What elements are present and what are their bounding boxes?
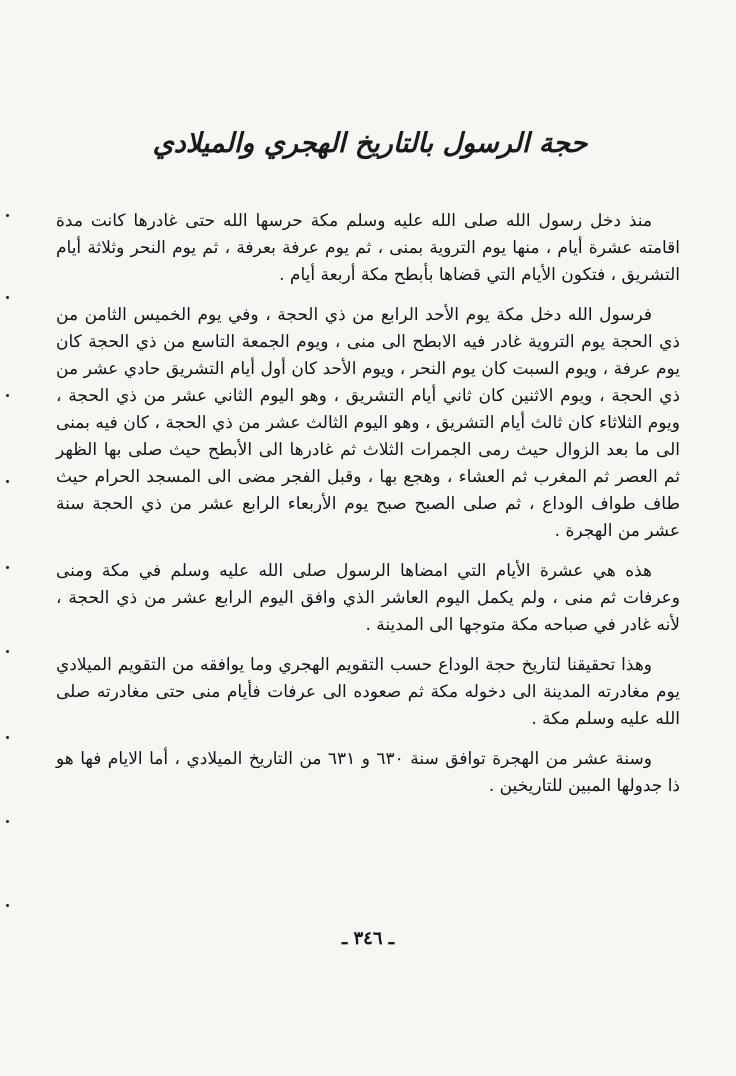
margin-mark	[6, 650, 9, 653]
margin-mark	[6, 296, 9, 299]
page-title: حجة الرسول بالتاريخ الهجري والميلادي	[152, 128, 588, 159]
margin-mark	[6, 214, 9, 217]
margin-mark	[6, 736, 9, 739]
body-text	[56, 208, 680, 813]
paragraph-5: وسنة عشر من الهجرة توافق سنة ٦٣٠ و ٦٣١ من التاريخ الميلادي ، أما الايام فها هو ذا جدولها المبين للتاريخين .	[56, 749, 680, 796]
margin-mark	[6, 820, 9, 823]
paragraph-1: منذ دخل رسول الله صلى الله عليه وسلم مكة حرسها الله حتى غادرها كانت مدة اقامته عشرة أيام ، منها يوم التروية بمنى ، ثم يوم عرفة بعرفة ، ثم يوم النحر وثلاثة أيام التشريق ، فتكون الأيام التي قضاها بأبطح مكة أربعة أيام .	[56, 211, 680, 285]
paragraph-4: وهذا تحقيقنا لتاريخ حجة الوداع حسب التقويم الهجري وما يوافقه من التقويم الميلادي يوم مغادرته المدينة الى دخوله مكة ثم صعوده الى عرفات فأيام منى حتى مغادرته صلى الله عليه وسلم مكة .	[56, 655, 680, 729]
margin-mark	[6, 566, 9, 569]
paragraph-2: فرسول الله دخل مكة يوم الأحد الرابع من ذي الحجة ، وفي يوم الخميس الثامن من ذي الحجة يوم التروية غادر فيه الابطح الى منى ، ويوم الجمعة التاسع من ذي الحجة كان يوم عرفة ، ويوم السبت كان يوم النحر ، ويوم الأحد كان أول أيام التشريق حادي عشر من ذي الحجة ، ويوم الاثنين كان ثاني أيام التشريق ، وهو اليوم الثاني عشر من ذي الحجة ، ويوم الثلاثاء كان ثالث أيام التشريق ، وهو اليوم الثالث عشر من ذي الحجة ، كان فيه بمنى الى ما بعد الزوال حيث رمى الجمرات الثلاث ثم غادرها الى الأبطح حيث صلى بها الظهر ثم العصر ثم المغرب ثم العشاء ، وهجع بها ، وقبل الفجر مضى الى المسجد الحرام حيث طاف طواف الوداع ، ثم صلى الصبح صبح يوم الأربعاء الرابع عشر من ذي الحجة سنة عشر من الهجرة .	[56, 305, 680, 541]
margin-mark	[6, 394, 9, 397]
page-number: ـ ٣٤٦ ـ	[341, 928, 395, 949]
paragraph-3: هذه هي عشرة الأيام التي امضاها الرسول صلى الله عليه وسلم في مكة ومنى وعرفات ثم منى ، ولم يكمل اليوم العاشر الذي وافق اليوم الرابع عشر من ذي الحجة ، لأنه غادر في صباحه مكة متوجها الى المدينة .	[56, 561, 680, 635]
margin-mark	[6, 904, 9, 907]
margin-mark	[6, 480, 9, 483]
